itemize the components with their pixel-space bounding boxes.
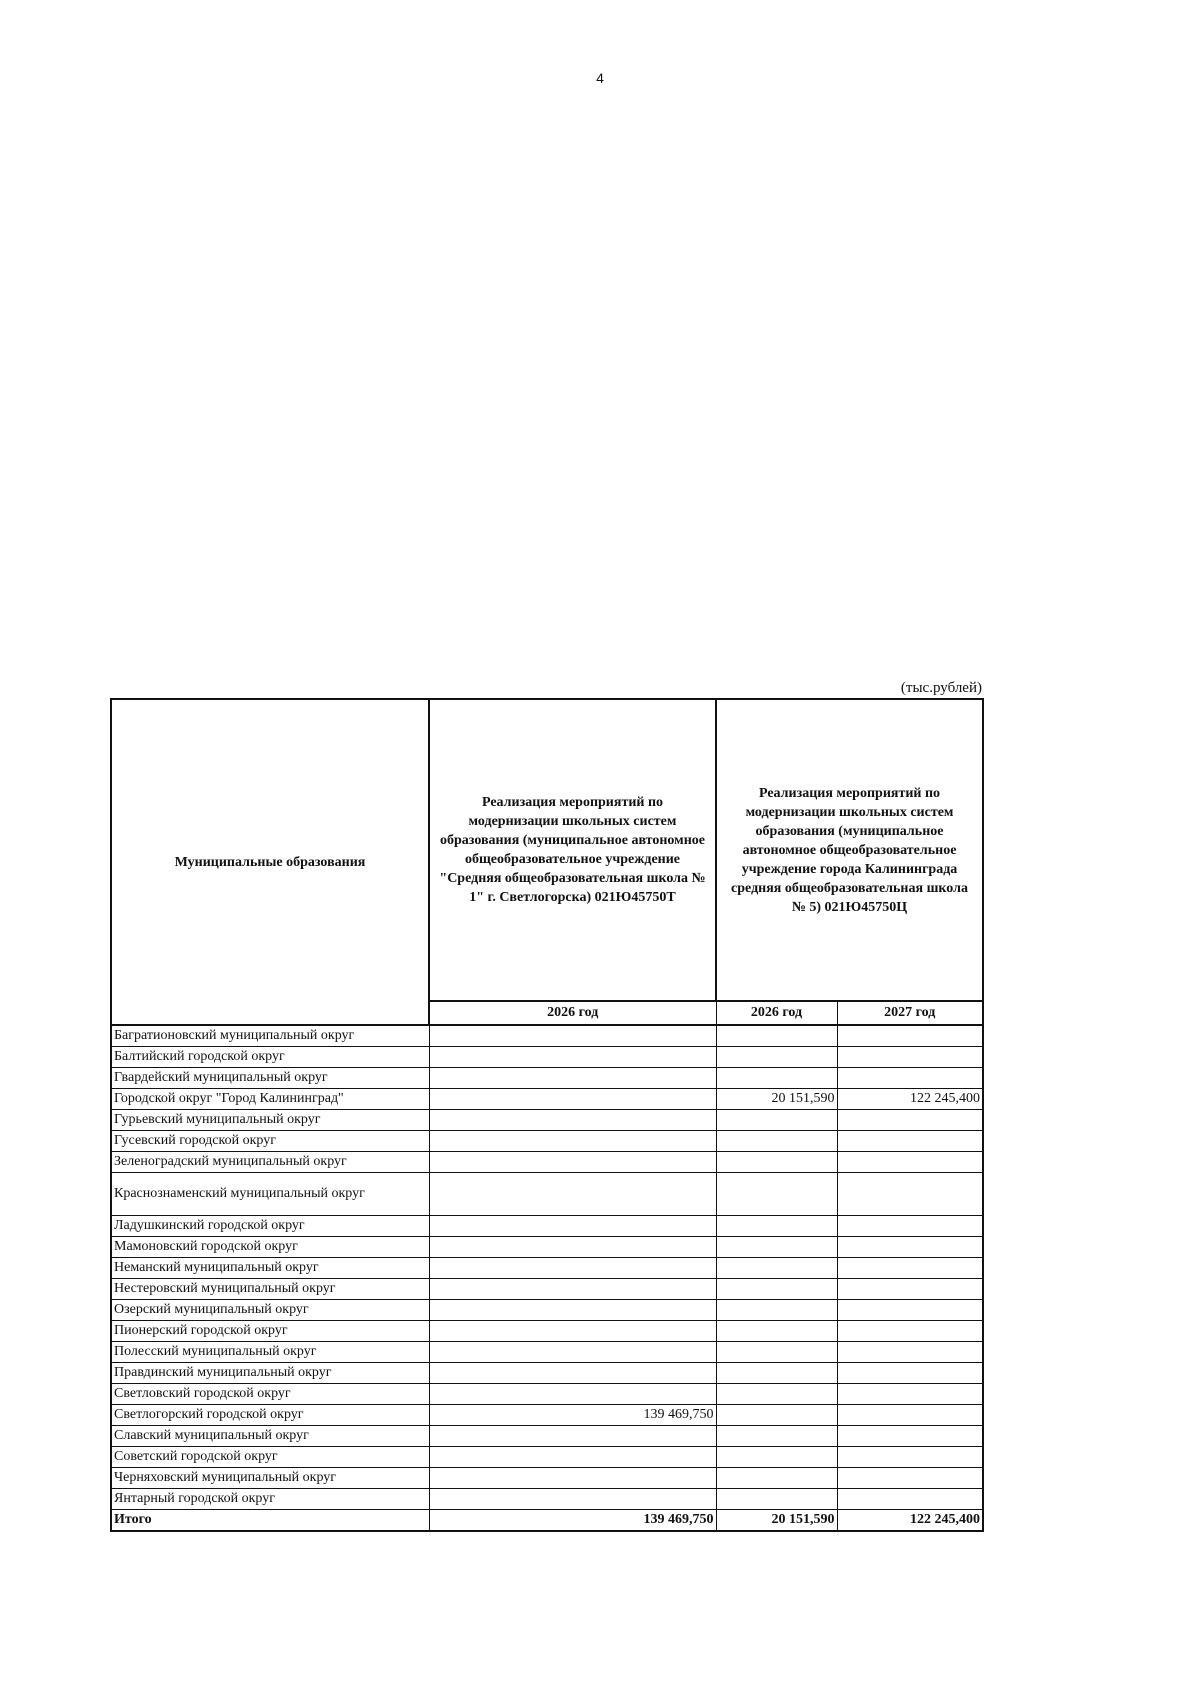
value-col2-2026 <box>716 1173 837 1216</box>
value-col1-2026 <box>429 1152 716 1173</box>
value-col2-2026 <box>716 1405 837 1426</box>
value-col2-2027 <box>837 1363 983 1384</box>
value-col2-2026 <box>716 1152 837 1173</box>
value-col2-2026 <box>716 1279 837 1300</box>
value-col1-2026 <box>429 1489 716 1510</box>
table-row <box>111 1131 983 1152</box>
value-col1-2026 <box>429 1363 716 1384</box>
table-row <box>111 1258 983 1279</box>
total-value-3: 122 245,400 <box>837 1510 983 1532</box>
municipality-name: Багратионовский муниципальный округ <box>111 1025 429 1047</box>
value-col2-2026 <box>716 1384 837 1405</box>
total-value-1: 139 469,750 <box>429 1510 716 1532</box>
total-label: Итого <box>111 1510 429 1532</box>
value-col2-2026 <box>716 1025 837 1047</box>
value-col2-2026 <box>716 1321 837 1342</box>
municipality-name: Черняховский муниципальный округ <box>111 1468 429 1489</box>
municipality-name: Краснознаменский муниципальный округ <box>111 1173 429 1216</box>
table-row <box>111 1089 983 1110</box>
value-col1-2026 <box>429 1025 716 1047</box>
table-row <box>111 1300 983 1321</box>
value-col2-2027 <box>837 1279 983 1300</box>
value-col1-2026 <box>429 1047 716 1068</box>
municipality-name: Неманский муниципальный округ <box>111 1258 429 1279</box>
value-col2-2027 <box>837 1237 983 1258</box>
value-col2-2027 <box>837 1047 983 1068</box>
municipality-name: Славский муниципальный округ <box>111 1426 429 1447</box>
value-col1-2026 <box>429 1300 716 1321</box>
municipality-name: Гвардейский муниципальный округ <box>111 1068 429 1089</box>
header-row <box>111 699 983 1001</box>
municipality-name: Пионерский городской округ <box>111 1321 429 1342</box>
value-col1-2026 <box>429 1468 716 1489</box>
municipality-name: Светлогорский городской округ <box>111 1405 429 1426</box>
value-col2-2027 <box>837 1468 983 1489</box>
value-col1-2026 <box>429 1089 716 1110</box>
units-label: (тыс.рублей) <box>900 680 982 696</box>
municipality-name: Полесский муниципальный округ <box>111 1342 429 1363</box>
value-col2-2027 <box>837 1131 983 1152</box>
municipality-name: Зеленоградский муниципальный округ <box>111 1152 429 1173</box>
municipality-name: Светловский городской округ <box>111 1384 429 1405</box>
total-value-2: 20 151,590 <box>716 1510 837 1532</box>
value-col1-2026 <box>429 1131 716 1152</box>
value-col1-2026 <box>429 1426 716 1447</box>
value-col2-2027 <box>837 1216 983 1237</box>
col1-header: Реализация мероприятий по модернизации школьных систем образования (муниципальное автономное общеобразовательное учреждение "Средняя общеобразовательная школа № 1" г. Светлогорска) 021Ю45750Т <box>429 699 716 1001</box>
table-body <box>111 1025 983 1510</box>
municipality-name: Нестеровский муниципальный округ <box>111 1279 429 1300</box>
value-col2-2026 <box>716 1426 837 1447</box>
value-col2-2026 <box>716 1237 837 1258</box>
municipality-name: Янтарный городской округ <box>111 1489 429 1510</box>
table-row <box>111 1110 983 1131</box>
value-col1-2026 <box>429 1258 716 1279</box>
table-row <box>111 1047 983 1068</box>
table-row <box>111 1025 983 1047</box>
value-col2-2026 <box>716 1342 837 1363</box>
value-col2-2027 <box>837 1025 983 1047</box>
value-col2-2027 <box>837 1300 983 1321</box>
table-row <box>111 1426 983 1447</box>
value-col2-2027 <box>837 1447 983 1468</box>
municipality-name: Городской округ "Город Калининград" <box>111 1089 429 1110</box>
col2-header: Реализация мероприятий по модернизации школьных систем образования (муниципальное автономное общеобразовательное учреждение города Калининграда средняя общеобразовательная школа № 5) 021Ю45750Ц <box>716 699 983 1001</box>
table-row <box>111 1405 983 1426</box>
value-col2-2027 <box>837 1173 983 1216</box>
value-col1-2026 <box>429 1237 716 1258</box>
value-col1-2026 <box>429 1447 716 1468</box>
table-row <box>111 1321 983 1342</box>
table-row <box>111 1363 983 1384</box>
value-col2-2026 <box>716 1447 837 1468</box>
value-col2-2026: 20 151,590 <box>716 1089 837 1110</box>
table-row <box>111 1447 983 1468</box>
value-col2-2026 <box>716 1110 837 1131</box>
value-col1-2026 <box>429 1321 716 1342</box>
value-col1-2026: 139 469,750 <box>429 1405 716 1426</box>
table-row <box>111 1384 983 1405</box>
year-header-3: 2027 год <box>837 1001 983 1025</box>
table-row <box>111 1342 983 1363</box>
value-col2-2027 <box>837 1384 983 1405</box>
value-col2-2026 <box>716 1300 837 1321</box>
municipality-name: Балтийский городской округ <box>111 1047 429 1068</box>
value-col2-2027 <box>837 1152 983 1173</box>
municipality-name: Гурьевский муниципальный округ <box>111 1110 429 1131</box>
value-col2-2026 <box>716 1131 837 1152</box>
value-col1-2026 <box>429 1216 716 1237</box>
page-number: 4 <box>596 70 604 86</box>
value-col2-2026 <box>716 1468 837 1489</box>
value-col2-2026 <box>716 1363 837 1384</box>
value-col2-2027 <box>837 1342 983 1363</box>
budget-table <box>110 698 984 1532</box>
table-row <box>111 1279 983 1300</box>
table-row <box>111 1152 983 1173</box>
year-header-2: 2026 год <box>716 1001 837 1025</box>
municipality-name: Мамоновский городской округ <box>111 1237 429 1258</box>
value-col1-2026 <box>429 1279 716 1300</box>
table-row <box>111 1237 983 1258</box>
table-row <box>111 1216 983 1237</box>
value-col1-2026 <box>429 1384 716 1405</box>
table-row <box>111 1468 983 1489</box>
value-col2-2026 <box>716 1258 837 1279</box>
municipality-name: Гусевский городской округ <box>111 1131 429 1152</box>
municipality-name: Советский городской округ <box>111 1447 429 1468</box>
municipality-name: Правдинский муниципальный округ <box>111 1363 429 1384</box>
municipalities-header: Муниципальные образования <box>111 699 429 1025</box>
value-col2-2027 <box>837 1489 983 1510</box>
total-row <box>111 1510 983 1532</box>
value-col2-2027 <box>837 1110 983 1131</box>
value-col2-2026 <box>716 1047 837 1068</box>
value-col1-2026 <box>429 1068 716 1089</box>
value-col2-2027 <box>837 1405 983 1426</box>
table-row <box>111 1173 983 1216</box>
table-row <box>111 1489 983 1510</box>
value-col2-2027 <box>837 1426 983 1447</box>
value-col1-2026 <box>429 1110 716 1131</box>
value-col2-2026 <box>716 1068 837 1089</box>
value-col1-2026 <box>429 1342 716 1363</box>
value-col2-2026 <box>716 1489 837 1510</box>
municipality-name: Озерский муниципальный округ <box>111 1300 429 1321</box>
year-header-1: 2026 год <box>429 1001 716 1025</box>
municipality-name: Ладушкинский городской округ <box>111 1216 429 1237</box>
value-col2-2027 <box>837 1321 983 1342</box>
table-row <box>111 1068 983 1089</box>
value-col2-2027 <box>837 1068 983 1089</box>
value-col1-2026 <box>429 1173 716 1216</box>
value-col2-2026 <box>716 1216 837 1237</box>
value-col2-2027: 122 245,400 <box>837 1089 983 1110</box>
value-col2-2027 <box>837 1258 983 1279</box>
